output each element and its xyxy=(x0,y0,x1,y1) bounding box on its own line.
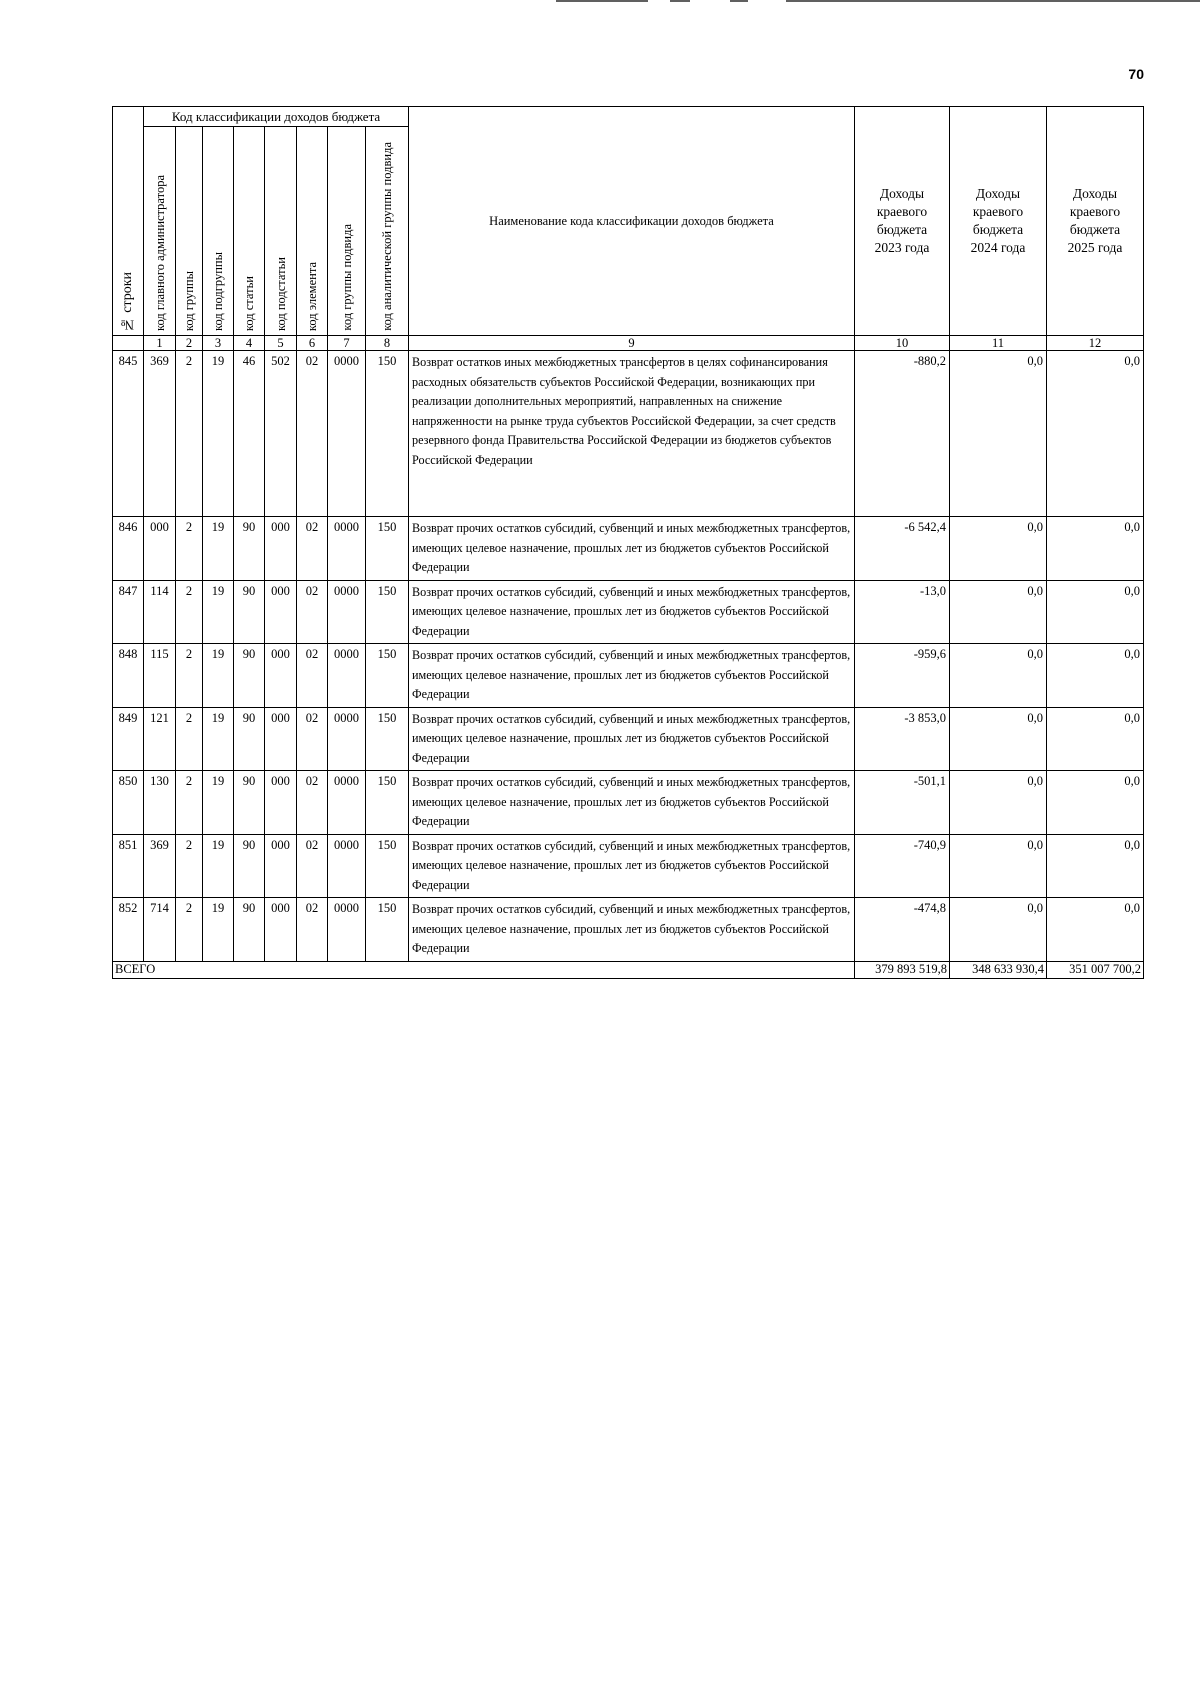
column-number: 1 xyxy=(144,336,176,351)
row-number-header: № строки xyxy=(113,107,144,336)
analytic-group-code: 150 xyxy=(366,707,409,771)
income-2024-header: Доходы краевого бюджета 2024 года xyxy=(950,107,1047,336)
group-code: 2 xyxy=(176,517,203,581)
income-2023: -959,6 xyxy=(855,644,950,708)
budget-income-table xyxy=(112,106,1144,979)
income-2024: 0,0 xyxy=(950,644,1047,708)
table-body xyxy=(113,351,1144,962)
name-column-header: Наименование кода классификации доходов бюджета xyxy=(409,107,855,336)
group-code: 2 xyxy=(176,834,203,898)
subarticle-code: 000 xyxy=(265,580,297,644)
total-label: ВСЕГО xyxy=(113,961,855,978)
income-2023: -13,0 xyxy=(855,580,950,644)
article-code-header: код статьи xyxy=(234,127,265,336)
row-number: 849 xyxy=(113,707,144,771)
table-row xyxy=(113,834,1144,898)
element-code: 02 xyxy=(297,898,328,962)
group-code: 2 xyxy=(176,771,203,835)
income-name: Возврат прочих остатков субсидий, субвенций и иных межбюджетных трансфертов, имеющих целевое назначение, прошлых лет из бюджетов субъектов Российской Федерации xyxy=(409,644,855,708)
analytic-group-code: 150 xyxy=(366,644,409,708)
income-2023: -474,8 xyxy=(855,898,950,962)
analytic-group-code: 150 xyxy=(366,771,409,835)
income-2025: 0,0 xyxy=(1047,834,1144,898)
row-number: 845 xyxy=(113,351,144,517)
income-2025: 0,0 xyxy=(1047,898,1144,962)
column-number: 11 xyxy=(950,336,1047,351)
income-name: Возврат прочих остатков субсидий, субвенций и иных межбюджетных трансфертов, имеющих целевое назначение, прошлых лет из бюджетов субъектов Российской Федерации xyxy=(409,517,855,581)
element-code: 02 xyxy=(297,644,328,708)
row-number: 846 xyxy=(113,517,144,581)
column-number: 9 xyxy=(409,336,855,351)
income-name: Возврат прочих остатков субсидий, субвенций и иных межбюджетных трансфертов, имеющих целевое назначение, прошлых лет из бюджетов субъектов Российской Федерации xyxy=(409,707,855,771)
group-code: 2 xyxy=(176,351,203,517)
subarticle-code: 000 xyxy=(265,517,297,581)
analytic-group-code: 150 xyxy=(366,898,409,962)
subgroup-code: 19 xyxy=(203,517,234,581)
subarticle-code: 502 xyxy=(265,351,297,517)
subarticle-code-header: код подстатьи xyxy=(265,127,297,336)
subtype-group-code: 0000 xyxy=(328,517,366,581)
analytic-group-code: 150 xyxy=(366,834,409,898)
table-row xyxy=(113,580,1144,644)
group-code-header: код группы xyxy=(176,127,203,336)
income-2024: 0,0 xyxy=(950,517,1047,581)
subarticle-code: 000 xyxy=(265,644,297,708)
column-number: 4 xyxy=(234,336,265,351)
subtype-group-code-header: код группы подвида xyxy=(328,127,366,336)
subgroup-code: 19 xyxy=(203,898,234,962)
subarticle-code: 000 xyxy=(265,771,297,835)
element-code: 02 xyxy=(297,834,328,898)
subtype-group-code: 0000 xyxy=(328,834,366,898)
subarticle-code: 000 xyxy=(265,898,297,962)
subarticle-code: 000 xyxy=(265,834,297,898)
subarticle-code: 000 xyxy=(265,707,297,771)
table-header xyxy=(113,107,1144,351)
income-2025: 0,0 xyxy=(1047,351,1144,517)
table-row xyxy=(113,898,1144,962)
income-2024: 0,0 xyxy=(950,351,1047,517)
income-2024: 0,0 xyxy=(950,580,1047,644)
income-2024: 0,0 xyxy=(950,898,1047,962)
article-code: 90 xyxy=(234,580,265,644)
income-name: Возврат прочих остатков субсидий, субвенций и иных межбюджетных трансфертов, имеющих целевое назначение, прошлых лет из бюджетов субъектов Российской Федерации xyxy=(409,580,855,644)
subtype-group-code: 0000 xyxy=(328,580,366,644)
income-2023: -740,9 xyxy=(855,834,950,898)
element-code: 02 xyxy=(297,351,328,517)
column-number: 6 xyxy=(297,336,328,351)
column-number: 5 xyxy=(265,336,297,351)
group-code: 2 xyxy=(176,707,203,771)
income-2025: 0,0 xyxy=(1047,771,1144,835)
admin-code-header: код главного администратора xyxy=(144,127,176,336)
analytic-group-code: 150 xyxy=(366,580,409,644)
article-code: 46 xyxy=(234,351,265,517)
income-2024: 0,0 xyxy=(950,707,1047,771)
admin-code: 369 xyxy=(144,834,176,898)
subgroup-code: 19 xyxy=(203,580,234,644)
admin-code: 000 xyxy=(144,517,176,581)
scan-top-edge xyxy=(0,0,1200,3)
element-code: 02 xyxy=(297,517,328,581)
column-number: 8 xyxy=(366,336,409,351)
income-2024: 0,0 xyxy=(950,771,1047,835)
analytic-group-code: 150 xyxy=(366,517,409,581)
subtype-group-code: 0000 xyxy=(328,771,366,835)
analytic-group-code: 150 xyxy=(366,351,409,517)
row-number: 851 xyxy=(113,834,144,898)
group-code: 2 xyxy=(176,580,203,644)
income-2025: 0,0 xyxy=(1047,707,1144,771)
table-row xyxy=(113,644,1144,708)
income-2024: 0,0 xyxy=(950,834,1047,898)
element-code: 02 xyxy=(297,771,328,835)
row-number: 852 xyxy=(113,898,144,962)
article-code: 90 xyxy=(234,517,265,581)
table-row xyxy=(113,707,1144,771)
column-number: 2 xyxy=(176,336,203,351)
article-code: 90 xyxy=(234,898,265,962)
page-number: 70 xyxy=(1128,66,1144,82)
column-number: 10 xyxy=(855,336,950,351)
subtype-group-code: 0000 xyxy=(328,707,366,771)
income-name: Возврат прочих остатков субсидий, субвенций и иных межбюджетных трансфертов, имеющих целевое назначение, прошлых лет из бюджетов субъектов Российской Федерации xyxy=(409,898,855,962)
element-code-header: код элемента xyxy=(297,127,328,336)
subgroup-code: 19 xyxy=(203,644,234,708)
income-2023: -3 853,0 xyxy=(855,707,950,771)
article-code: 90 xyxy=(234,644,265,708)
income-name: Возврат прочих остатков субсидий, субвенций и иных межбюджетных трансфертов, имеющих целевое назначение, прошлых лет из бюджетов субъектов Российской Федерации xyxy=(409,834,855,898)
column-number: 7 xyxy=(328,336,366,351)
group-code: 2 xyxy=(176,644,203,708)
article-code: 90 xyxy=(234,707,265,771)
total-2023: 379 893 519,8 xyxy=(855,961,950,978)
group-code: 2 xyxy=(176,898,203,962)
total-2025: 351 007 700,2 xyxy=(1047,961,1144,978)
admin-code: 130 xyxy=(144,771,176,835)
total-row xyxy=(113,961,1144,978)
income-2025: 0,0 xyxy=(1047,580,1144,644)
element-code: 02 xyxy=(297,707,328,771)
income-2023: -501,1 xyxy=(855,771,950,835)
table-row xyxy=(113,771,1144,835)
subgroup-code: 19 xyxy=(203,834,234,898)
admin-code: 121 xyxy=(144,707,176,771)
income-name: Возврат остатков иных межбюджетных трансфертов в целях софинансирования расходных обязательств субъектов Российской Федерации, возникающих при реализации дополнительных мероприятий, направленных на снижение напряженности на рынке труда субъектов Российской Федерации, за счет средств резервного фонда Правительства Российской Федерации из бюджетов субъектов Российской Федерации xyxy=(409,351,855,517)
column-number-row xyxy=(113,336,1144,351)
income-2023: -880,2 xyxy=(855,351,950,517)
subtype-group-code: 0000 xyxy=(328,898,366,962)
subtype-group-code: 0000 xyxy=(328,351,366,517)
column-number xyxy=(113,336,144,351)
column-number: 12 xyxy=(1047,336,1144,351)
table-row xyxy=(113,351,1144,517)
total-2024: 348 633 930,4 xyxy=(950,961,1047,978)
admin-code: 714 xyxy=(144,898,176,962)
income-2025: 0,0 xyxy=(1047,644,1144,708)
classification-code-header: Код классификации доходов бюджета xyxy=(144,107,409,127)
element-code: 02 xyxy=(297,580,328,644)
subgroup-code: 19 xyxy=(203,771,234,835)
subgroup-code-header: код подгруппы xyxy=(203,127,234,336)
table-row xyxy=(113,517,1144,581)
admin-code: 114 xyxy=(144,580,176,644)
row-number: 847 xyxy=(113,580,144,644)
column-number: 3 xyxy=(203,336,234,351)
admin-code: 369 xyxy=(144,351,176,517)
article-code: 90 xyxy=(234,771,265,835)
analytic-group-code-header: код аналитической группы подвида xyxy=(366,127,409,336)
article-code: 90 xyxy=(234,834,265,898)
income-2023-header: Доходы краевого бюджета 2023 года xyxy=(855,107,950,336)
subtype-group-code: 0000 xyxy=(328,644,366,708)
income-2023: -6 542,4 xyxy=(855,517,950,581)
row-number: 848 xyxy=(113,644,144,708)
income-2025: 0,0 xyxy=(1047,517,1144,581)
subgroup-code: 19 xyxy=(203,351,234,517)
subgroup-code: 19 xyxy=(203,707,234,771)
admin-code: 115 xyxy=(144,644,176,708)
income-name: Возврат прочих остатков субсидий, субвенций и иных межбюджетных трансфертов, имеющих целевое назначение, прошлых лет из бюджетов субъектов Российской Федерации xyxy=(409,771,855,835)
income-2025-header: Доходы краевого бюджета 2025 года xyxy=(1047,107,1144,336)
row-number: 850 xyxy=(113,771,144,835)
